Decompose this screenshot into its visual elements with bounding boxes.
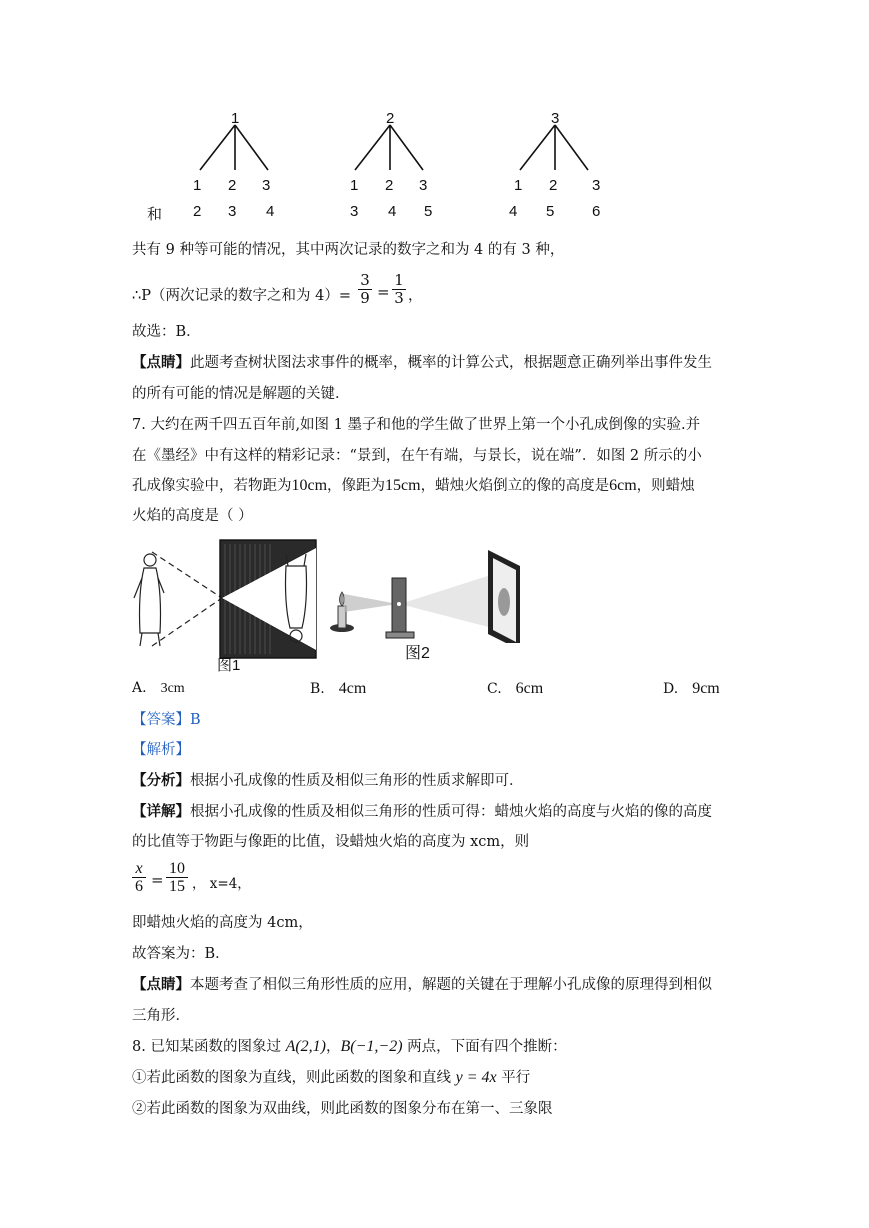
tree-leaf: 2 [228, 177, 237, 194]
tree-leaf: 2 [549, 177, 558, 194]
figure-1-pinhole-illustration [130, 538, 320, 660]
equals-sign: = [377, 283, 390, 301]
frac-denominator: 15 [169, 878, 185, 895]
image-distance: 15cm [385, 477, 421, 494]
q7-comment-2: 三角形． [132, 1008, 190, 1024]
frac-numerator: 10 [169, 860, 185, 877]
line-equation: y = 4x [455, 1069, 497, 1086]
dark-room [220, 540, 316, 658]
option-c[interactable] [487, 680, 543, 698]
fenxi-tag: 【分析】 [132, 772, 190, 789]
stem-text: 8. 已知某函数的图象过 [132, 1039, 286, 1055]
comment-tag: 【点睛】 [132, 354, 190, 371]
tree-sum: 6 [592, 203, 601, 220]
option-a[interactable] [132, 680, 185, 697]
fraction-1-3 [392, 272, 406, 307]
frac-numerator: 3 [360, 271, 370, 289]
figure-2-pinhole-experiment [318, 548, 528, 643]
frac-denominator: 9 [360, 289, 370, 307]
point-b: B(−1,−2) [340, 1038, 403, 1055]
option-value: 4cm [338, 680, 367, 697]
fraction-3-9 [358, 272, 372, 307]
q7-detail-2: 的比值等于物距与像距的比值，设蜡烛火焰的高度为 xcm，则 [132, 834, 530, 850]
q6-comment-2: 的所有可能的情况是解题的关键． [132, 386, 350, 402]
tree-sum: 3 [228, 203, 237, 220]
q7-final: 故答案为：B． [132, 946, 230, 962]
comment-tag: 【点睛】 [132, 976, 190, 993]
fraction-x-6 [132, 860, 146, 895]
light-rays [344, 572, 500, 630]
object-distance: 10cm [291, 477, 328, 494]
q7-answer: 【答案】B [132, 712, 201, 728]
q7-result: 即蜡烛火焰的高度为 4cm， [132, 915, 313, 931]
option-letter: A. [132, 680, 147, 696]
option-letter: C. [487, 681, 502, 697]
point-a: A(2,1) [285, 1038, 326, 1055]
q6-probability [132, 272, 532, 316]
fraction-10-15 [166, 860, 188, 895]
figure-2-label: 图2 [405, 645, 430, 662]
q6-choice: 故选：B． [132, 324, 201, 340]
tree-leaf: 1 [193, 177, 202, 194]
q7-detail-1 [132, 802, 712, 822]
detail-tag: 【详解】 [132, 803, 190, 820]
q7-stem-3 [132, 476, 695, 496]
pinhole-board [386, 578, 414, 638]
prob-prefix: ∴P（两次记录的数字之和为 4）= [132, 288, 351, 304]
prob-suffix: ， [408, 288, 423, 304]
item-text: 平行 [496, 1070, 531, 1086]
option-d[interactable] [663, 680, 720, 698]
stem-text: ，蜡烛火焰倒立的像的高度是 [420, 478, 610, 494]
stem-text: ，像距为 [327, 478, 386, 494]
figure-1-label: 图1 [217, 657, 241, 674]
frac-numerator: 1 [394, 271, 404, 289]
person-figure [134, 554, 164, 646]
tree-root-1: 1 [231, 110, 240, 127]
equation-result: ， x=4， [192, 876, 251, 892]
tree-sum: 4 [388, 203, 397, 220]
tree-leaf: 3 [419, 177, 428, 194]
option-value: 6cm [515, 680, 544, 697]
item-text: ①若此函数的图象为直线，则此函数的图象和直线 [132, 1070, 456, 1086]
comment-text: 此题考查树状图法求事件的概率，概率的计算公式，根据题意正确列举出事件发生 [190, 355, 712, 371]
tree-root-2: 2 [386, 110, 395, 127]
frac-denominator: 6 [135, 878, 143, 895]
q6-comment-1 [132, 353, 712, 373]
stem-text: ，则蜡烛 [636, 478, 695, 494]
q8-item-2: ②若此函数的图象为双曲线，则此函数的图象分布在第一、三象限 [132, 1101, 553, 1117]
option-letter: D. [663, 681, 679, 697]
tree-leaf: 3 [262, 177, 271, 194]
tree-root-3: 3 [551, 110, 560, 127]
stem-text: 孔成像实验中，若物距为 [132, 478, 292, 494]
image-height: 6cm [609, 477, 637, 494]
tree-sum: 5 [546, 203, 555, 220]
fenxi-text: 根据小孔成像的性质及相似三角形的性质求解即可． [190, 773, 524, 789]
stem-text: 两点，下面有四个推断： [402, 1039, 567, 1055]
frac-denominator: 3 [394, 289, 404, 307]
tree-leaf: 1 [350, 177, 359, 194]
equals-sign: = [151, 871, 164, 889]
tree-sum: 2 [193, 203, 202, 220]
q7-analysis-heading: 【解析】 [132, 742, 190, 758]
frac-numerator: x [135, 860, 143, 877]
comment-text: 本题考查了相似三角形性质的应用，解题的关键在于理解小孔成像的原理得到相似 [190, 977, 712, 993]
tree-leaf: 2 [385, 177, 394, 194]
q7-stem-1: 7. 大约在两千四五百年前,如图 1 墨子和他的学生做了世界上第一个小孔成倒像的实验.并 [132, 417, 701, 433]
option-value: 3cm [160, 681, 185, 696]
tree-sum: 3 [350, 203, 359, 220]
tree-leaf: 1 [514, 177, 523, 194]
q7-stem-4: 火焰的高度是（ ） [132, 508, 253, 524]
tree-sum: 4 [509, 203, 518, 220]
q7-equation [132, 860, 432, 904]
projection-lines [152, 552, 222, 646]
q8-item-1 [132, 1068, 530, 1088]
screen [488, 550, 520, 643]
tree-sum: 4 [266, 203, 275, 220]
tree-leaf: 3 [592, 177, 601, 194]
q7-stem-2: 在《墨经》中有这样的精彩记录：“景到，在午有端，与景长，说在端”．如图 2 所示的小 [132, 448, 702, 464]
q7-fenxi [132, 771, 524, 791]
stem-text: ， [326, 1039, 341, 1055]
q8-stem [132, 1037, 567, 1057]
sum-label: 和 [147, 205, 163, 223]
option-letter: B. [310, 681, 325, 697]
tree-sum: 5 [424, 203, 433, 220]
q7-comment-1 [132, 975, 712, 995]
tree-branches [200, 125, 588, 170]
q6-count-line: 共有 9 种等可能的情况，其中两次记录的数字之和为 4 的有 3 种， [132, 242, 565, 258]
option-b[interactable] [310, 680, 366, 698]
detail-text: 根据小孔成像的性质及相似三角形的性质可得：蜡烛火焰的高度与火焰的像的高度 [190, 804, 712, 820]
option-value: 9cm [692, 680, 720, 697]
